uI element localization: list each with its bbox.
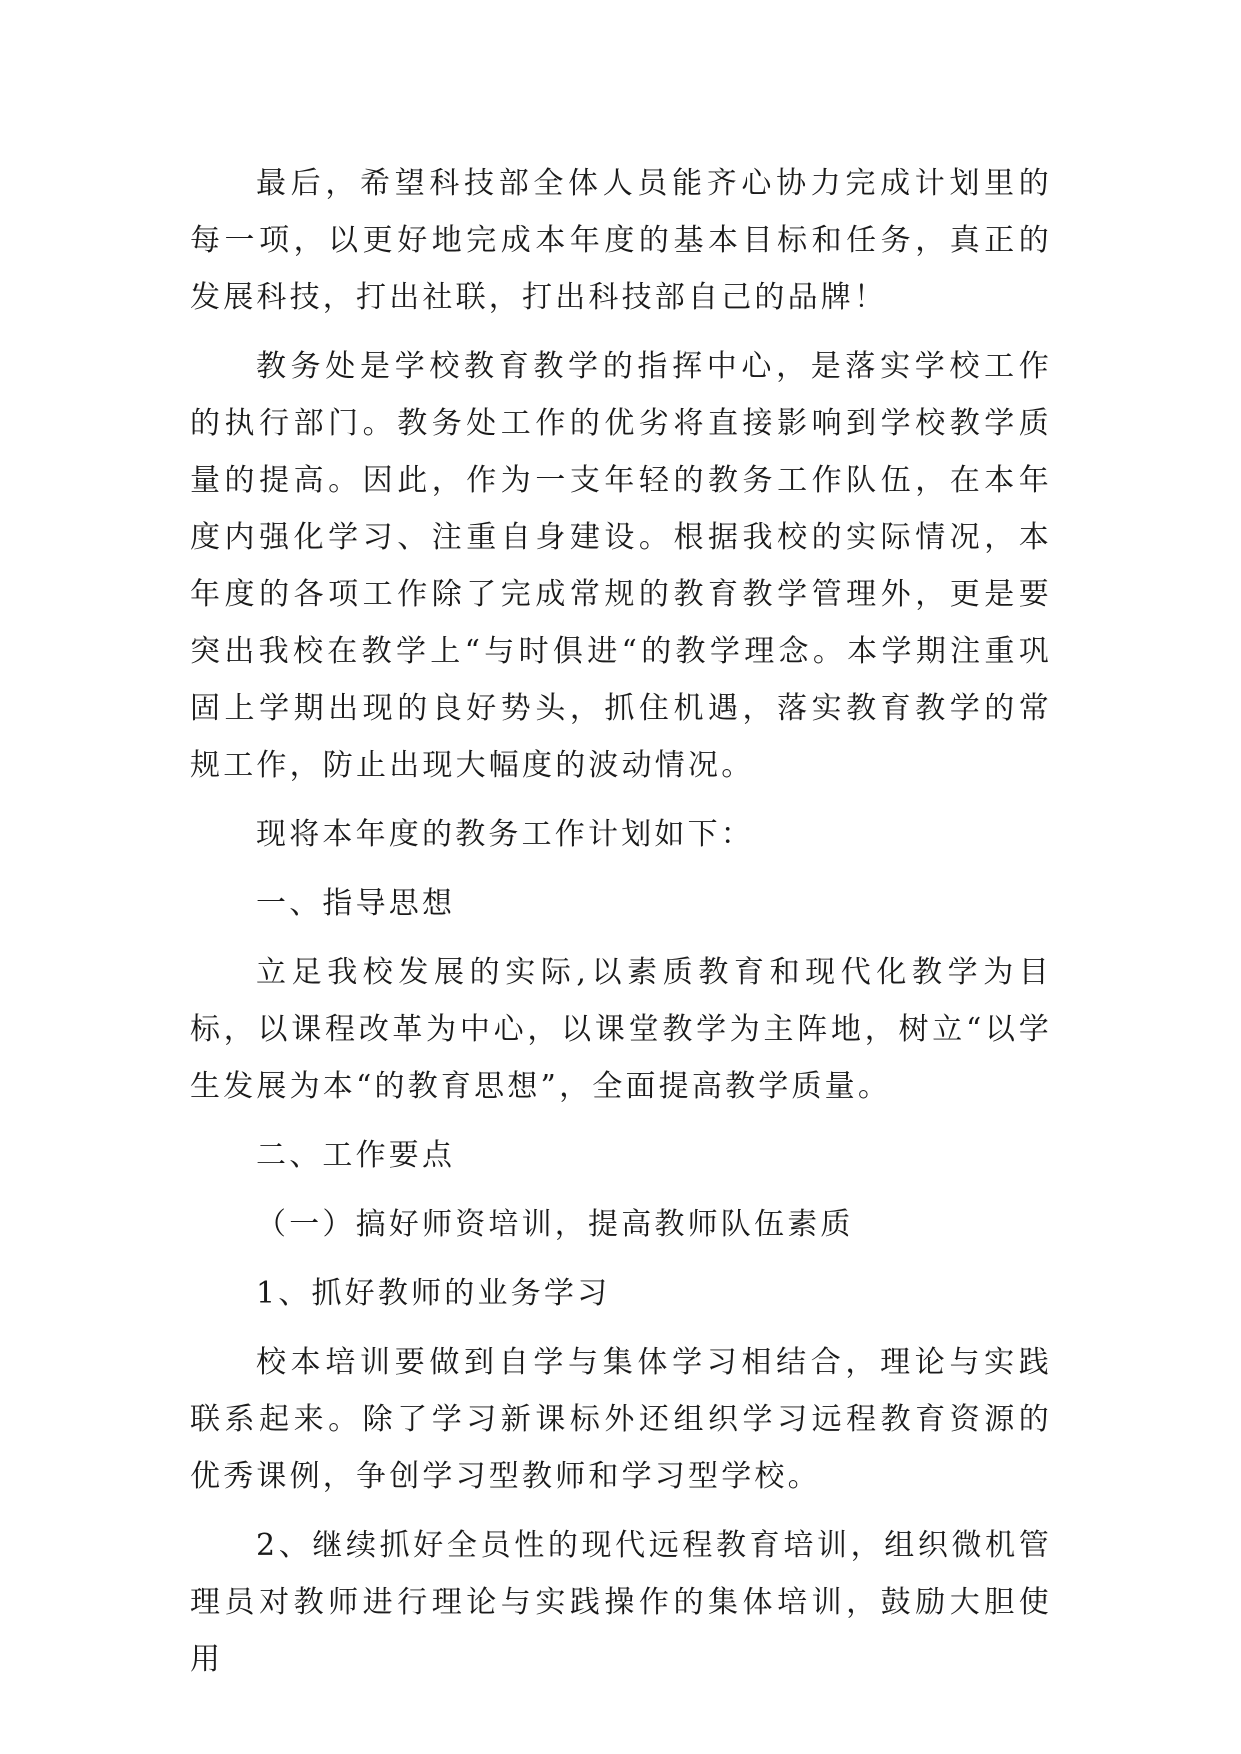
paragraph-plan-intro: 现将本年度的教务工作计划如下： [256,817,754,852]
item-heading-business-study: 1、抓好教师的业务学习 [256,1276,611,1311]
section-heading-work-points: 二、工作要点 [256,1138,456,1173]
subsection-heading-teacher-training: （一）搞好师资培训，提高教师队伍素质 [256,1207,854,1242]
paragraph-academic-office-intro: 教务处是学校教育教学的指挥中心，是落实学校工作的执行部门。教务处工作的优劣将直接影响到学校教学质量的提高。因此，作为一支年轻的教务工作队伍，在本年度内强化学习、注重自身建设。根据我校的实际情况，本年度的各项工作除了完成常规的教育教学管理外，更是要突出我校在教学上“与时俱进“的教学理念。本学期注重巩固上学期出现的良好势头，抓住机遇，落实教育教学的常规工作，防止出现大幅度的波动情况。 [190,349,1052,783]
paragraph-remote-education: 2、继续抓好全员性的现代远程教育培训，组织微机管理员对教师进行理论与实践操作的集体培训，鼓励大胆使用 [190,1528,1052,1677]
section-heading-guiding-ideology: 一、指导思想 [256,886,456,921]
paragraph-closing-remarks: 最后，希望科技部全体人员能齐心协力完成计划里的每一项，以更好地完成本年度的基本目标和任务，真正的发展科技，打出社联，打出科技部自己的品牌！ [190,166,1052,315]
paragraph-school-training: 校本培训要做到自学与集体学习相结合，理论与实践联系起来。除了学习新课标外还组织学习远程教育资源的优秀课例，争创学习型教师和学习型学校。 [190,1345,1052,1494]
paragraph-guiding-ideology: 立足我校发展的实际,以素质教育和现代化教学为目标，以课程改革为中心，以课堂教学为主阵地，树立“以学生发展为本“的教育思想”，全面提高教学质量。 [190,955,1052,1104]
document-page [190,155,1052,1688]
